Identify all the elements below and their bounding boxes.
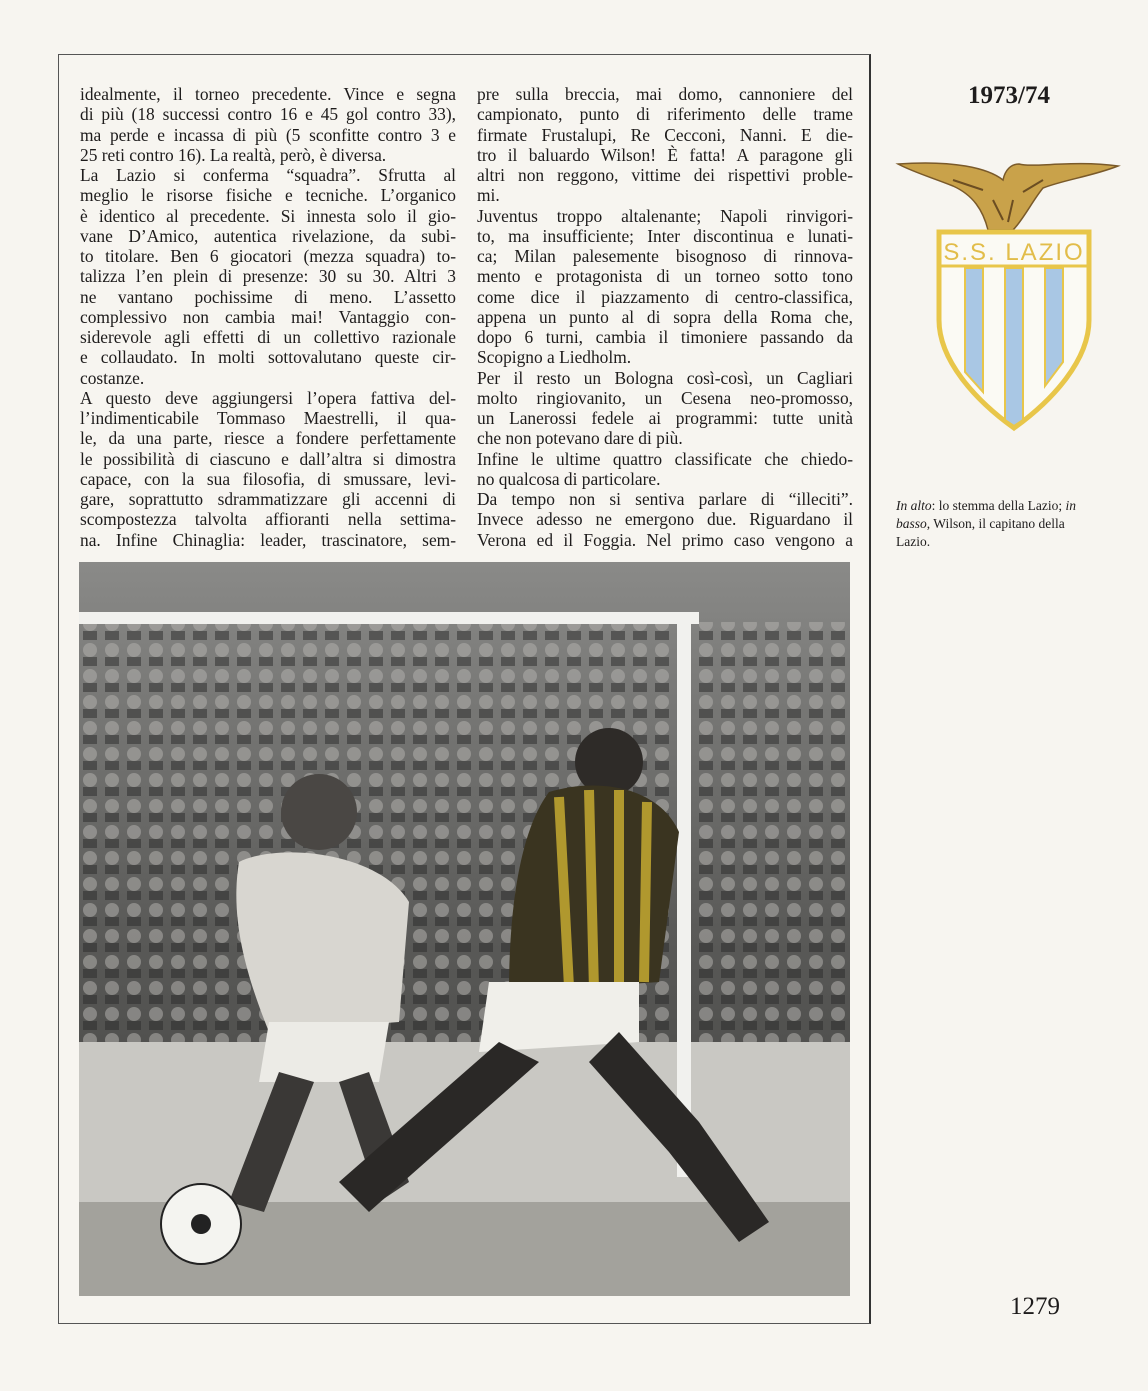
text-line: dopo 6 turni, cambia il timoniere passando da bbox=[477, 327, 853, 347]
text-line: capace, con la sua filosofia, di smussare, levi- bbox=[80, 468, 456, 489]
text-line: molto ringiovanito, un Cesena neo-promosso, bbox=[477, 387, 853, 408]
text-line: na. Infine Chinaglia: leader, trascinatore, sem- bbox=[80, 529, 456, 550]
caption-top-text: : lo stemma della Lazio; bbox=[931, 498, 1066, 513]
text-line: Verona ed il Foggia. Nel primo caso vengono a bbox=[477, 529, 853, 550]
lazio-crest bbox=[893, 150, 1123, 440]
text-line: mi. bbox=[477, 185, 500, 206]
text-line: ca; Milan palesemente bisognoso di rinnova- bbox=[477, 246, 853, 266]
text-line: vane D’Amico, autentica rivelazione, da subi- bbox=[80, 225, 456, 246]
text-line: costanze. bbox=[80, 367, 145, 388]
text-line: no qualcosa di particolare. bbox=[477, 468, 661, 489]
photo-caption bbox=[896, 497, 1076, 551]
text-line: Scopigno a Liedholm. bbox=[477, 347, 632, 368]
text-line: pre sulla breccia, mai domo, cannoniere del bbox=[477, 84, 853, 104]
text-column-right bbox=[477, 84, 853, 550]
text-line: campionato, punto di riferimento delle trame bbox=[477, 104, 853, 125]
text-line: 25 reti contro 16). La realtà, però, è diversa. bbox=[80, 144, 387, 165]
eagle-icon bbox=[898, 163, 1118, 230]
season-heading: 1973/74 bbox=[968, 82, 1050, 109]
text-line: ne vantano pochissime di meno. L’assetto bbox=[80, 286, 456, 307]
page-number: 1279 bbox=[1010, 1293, 1060, 1320]
text-line: A questo deve aggiungersi l’opera fattiva del- bbox=[80, 387, 456, 408]
text-line: le possibilità di ciascuno e dall’altra si dimostra bbox=[80, 448, 456, 469]
text-line: to, ma insufficiente; Inter discontinua e lunati- bbox=[477, 225, 853, 246]
text-line: to titolare. Ben 6 giocatori (mezza squadra) to- bbox=[80, 246, 456, 266]
text-line: meglio le risorse fisiche e tecniche. L’organico bbox=[80, 185, 456, 206]
text-line: talizza l’en plein di presenze: 30 su 30. Altri 3 bbox=[80, 266, 456, 287]
crest-text: S.S. LAZIO bbox=[943, 239, 1085, 266]
text-line: Infine le ultime quattro classificate che chiedo- bbox=[477, 448, 853, 469]
text-line: La Lazio si conferma “squadra”. Sfrutta al bbox=[80, 165, 456, 185]
match-photo bbox=[79, 562, 850, 1296]
text-line: l’indimenticabile Tommaso Maestrelli, il qua- bbox=[80, 408, 456, 428]
text-line: scompostezza talvolta affioranti nella settima- bbox=[80, 509, 456, 530]
text-line: tro il baluardo Wilson! È fatta! A paragone gli bbox=[477, 144, 853, 165]
text-line: firmate Frustalupi, Re Cecconi, Nanni. E die- bbox=[477, 124, 853, 145]
text-line: gare, soprattutto sdrammatizzare gli accenni di bbox=[80, 489, 456, 509]
text-line: Per il resto un Bologna così-così, un Cagliari bbox=[477, 367, 853, 388]
text-line: complessivo non cambia mai! Vantaggio con- bbox=[80, 306, 456, 327]
shield-icon bbox=[939, 232, 1089, 428]
caption-bottom-label: in basso bbox=[896, 498, 1076, 531]
caption-top-label: In alto bbox=[896, 498, 932, 513]
text-line: è identico al precedente. Si innesta solo il gio- bbox=[80, 205, 456, 226]
text-line: Juventus troppo altalenante; Napoli rinvigori- bbox=[477, 205, 853, 226]
text-line: e collaudato. In molti sottovalutano queste cir- bbox=[80, 347, 456, 368]
text-line: appena un punto al di sopra della Roma che, bbox=[477, 306, 853, 327]
text-line: come dice il piazzamento di centro-classifica, bbox=[477, 286, 853, 307]
text-line: mento e protagonista di un torneo sotto tono bbox=[477, 266, 853, 287]
text-line: Da tempo non si sentiva parlare di “illeciti”. bbox=[477, 489, 853, 509]
text-line: ma perde e incassa di più (5 sconfitte contro 3 e bbox=[80, 124, 456, 145]
text-line: che non potevano dare di più. bbox=[477, 428, 683, 449]
text-line: un Lanerossi fedele ai programmi: tutte unità bbox=[477, 408, 853, 428]
text-line: Invece adesso ne emergono due. Riguardano il bbox=[477, 509, 853, 530]
text-line: siderevole agli effetti di un collettivo razionale bbox=[80, 327, 456, 347]
text-column-left bbox=[80, 84, 456, 550]
text-line: le, da una parte, riesce a fondere perfettamente bbox=[80, 428, 456, 449]
caption-bottom-text: , Wilson, il capitano della Lazio. bbox=[896, 516, 1065, 549]
text-line: altri non reggono, vittime dei rispettivi proble- bbox=[477, 165, 853, 185]
text-line: di più (18 successi contro 16 e 45 gol contro 33), bbox=[80, 104, 456, 125]
text-line: idealmente, il torneo precedente. Vince e segna bbox=[80, 84, 456, 104]
